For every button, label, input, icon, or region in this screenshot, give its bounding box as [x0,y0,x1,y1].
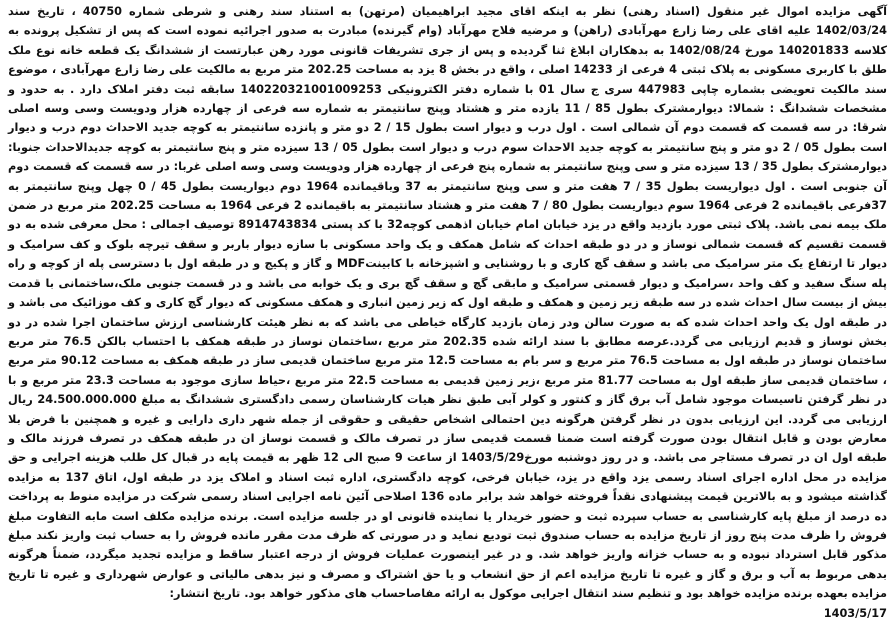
notice-body-text: آگهی مزایده اموال غیر منقول (اسناد رهنی) نظر به اینکه اقای مجید ابراهیمیان (مرتهن) به استناد سند رهنی و شرطی شماره 40750 ، تاریخ سند 1402/03/24 علیه اقای علی رضا زارع مهرآبادی (راهن) و مرضیه فلاح مهرآباد (وام گیرنده) مبادرت به صدور اجرائیه نموده است که پس از تشکیل پرونده به کلاسه 140201833 مورخ 1402/08/24 به بدهکاران ابلاغ ثنا گردیده و پس از جری تشریفات قانونی مورد رهن عبارتست از ششدانگ یک قطعه خانه نوع ملک طلق با کاربری مسکونی به پلاک ثبتی 4 فرعی از 14233 اصلی ، واقع در بخش 8 یزد به مساحت 202.25 متر مربع به مالکیت علی رضا زارع مهرآبادی ، موضوع سند مالکیت تعویضی بشماره چاپی 447983 سری ج سال 01 با شماره دفتر الکترونیکی 140220321001009253 سابقه ثبت دفتر املاک دارد . به حدود و مشخصات ششدانگ : شمالا: دیوارمشترک بطول 85 / 11 یازده متر و هشتاد وپنج سانتیمتر به شماره سه فرعی از چهارده هزار ودویست وسی وسه اصلی شرقا: در سه قسمت که قسمت دوم آن شمالی است . اول درب و دیوار است بطول 15 / 2 دو متر و پانزده سانتیمتر به کوچه جدید الاحداث دوم درب و دیوار است بطول 05 / 2 دو متر و پنج سانتیمتر به کوچه جدید الاحداث سوم درب و دیوار است بطول 05 / 13 سیزده متر و پنج سانتیمتر به کوچه جدیدالاحداث جنوبا: دیوارمشترک بطول 35 / 13 سیزده متر و سی وپنج سانتیمتر به شماره پنج فرعی از چهارده هزار ودویست وسی وسه اصلی غربا: در سه قسمت که قسمت دوم آن جنوبی است . اول دیواریست بطول 35 / 7 هفت متر و سی وپنج سانتیمتر به 37 وباقیمانده 1964 دوم دیواریست بطول 45 / 0 چهل وپنج سانتیمتر به 37فرعی باقیمانده 2 فرعی 1964 سوم دیواریست بطول 80 / 7 هفت متر و هشتاد سانتیمتر به باقیمانده 2 فرعی 1964 به مساحت 202.25 متر مربع در ضمن ملک بیمه نمی باشد. پلاک ثبتی مورد بازدید واقع در یزد خیابان امام خیابان اذهمی کوچه32 با کد پستی 8914743834 توصیف اجمالی : محل معرفی شده به دو قسمت تقسیم که قسمت شمالی نوساز و در دو طبقه احداث که شامل همکف و یک واحد مسکونی با سازه دیوار باربر و سقف تیرچه بلوک و کف سرامیک و دیوار تا ارتفاع یک متر سرامیک می باشد و سقف گچ کاری و با روشنایی و اشپزخانه با کابینتMDF و گاز و پکیج و در طبقه اول با دسترسی پله از کوچه و راه پله سنگ سفید و کف واحد ،سرامیک و دیوار قسمتی سرامیک و مابقی گچ و سقف گچ بری و یک خوابه می باشد و در قسمت جنوبی ملک،ساختمانی با قدمت بیش از بیست سال احداث شده در سه طبقه زیر زمین و همکف و طبقه اول که زیر زمین انباری و همکف مسکونی که دیوار گچ کاری و کف موزائیک می باشد و در طبقه اول یک واحد احداث شده که به صورت سالن ودر زمان بازدید کارگاه خیاطی می باشد که به نظر هیئت کارشناسی ارزش ساختمان اجرا شده در دو بخش نوساز و قدیم ارزیابی می گردد.عرصه مطابق با سند ارائه شده 202.35 متر مربع ،ساختمان نوساز در طبقه همکف با احتساب بالکن 76.5 متر مربع ساختمان نوساز در طبقه اول به مساحت 76.5 متر مربع و سر بام به مساحت 12.5 متر مربع ساختمان قدیمی ساز در طبقه همکف به مساحت 90.12 متر مربع ، ساختمان قدیمی ساز طبقه اول به مساحت 81.77 متر مربع ،زیر زمین قدیمی به مساحت 22.5 متر مربع ،حیاط سازی موجود به مساحت 23.3 متر مربع و با در نظر گرفتن تاسیسات موجود شامل آب برق گاز و کنتور و کولر آبی طبق نظر هیات کارشناسان رسمی دادگستری ششدانگ به مبلغ 24.500.000.000 ریال ارزیابی می گردد. این ارزیابی بدون در نظر گرفتن هرگونه دین احتمالی اشخاص حقیقی و حقوقی از جمله شهر داری دارایی و غیره و همچنین با فرض بلا معارض بودن و قابل انتقال بودن صورت گرفته است ضمنا قسمت قدیمی ساز در تصرف مالک و قسمت نوساز ان در طبقه همکف در تصرف فرزند مالک و طبقه اول ان در تصرف مستاجر می باشد. و در روز دوشنبه مورخ1403/5/29 از ساعت 9 صبح الی 12 ظهر به قیمت پایه در قبال کل طلب هزینه اجرایی و حق مزایده در محل اداره اجرای اسناد رسمی یزد واقع در یزد، خیابان فرخی، کوچه دادگستری، اداره ثبت اسناد و املاک یزد در طبقه اول، اتاق 137 به مزایده گذاشته میشود و به بالاترین قیمت پیشنهادی نقداً فروخته خواهد شد برابر ماده 136 اصلاحی آئین نامه اجرایی اسناد رسمی شرکت در مزایده منوط به پرداخت ده درصد از مبلغ پایه کارشناسی به حساب سپرده ثبت و حضور خریدار یا نماینده قانونی او در جلسه مزایده است. برنده مزایده مکلف است مابه التفاوت مبلغ فروش را ظرف مدت پنج روز از تاریخ مزایده به حساب صندوق ثبت تودیع نماید و در صورتی که ظرف مدت مقرر مانده فروش را به حساب ثبت واریز نکند مبلغ مذکور قابل استرداد نبوده و به حساب خزانه واریز خواهد شد. و در غیر اینصورت عملیات فروش از درجه اعتبار ساقط و مزایده تجدید میگردد، ضمناً هرگونه بدهی مربوط به آب و برق و گاز و غیره تا تاریخ مزایده اعم از حق انشعاب و یا حق اشتراک و مصرف و نیز بدهی مالیاتی و عوارض شهرداری و غیره تا تاریخ مزایده بعهده برنده مزایده خواهد بود و تنظیم سند انتقال اجرایی موکول به ارائه مفاصاحساب های مذکور خواهد بود. تاریخ انتشار: [8,5,888,601]
publish-date: 1403/5/17 [823,606,887,620]
